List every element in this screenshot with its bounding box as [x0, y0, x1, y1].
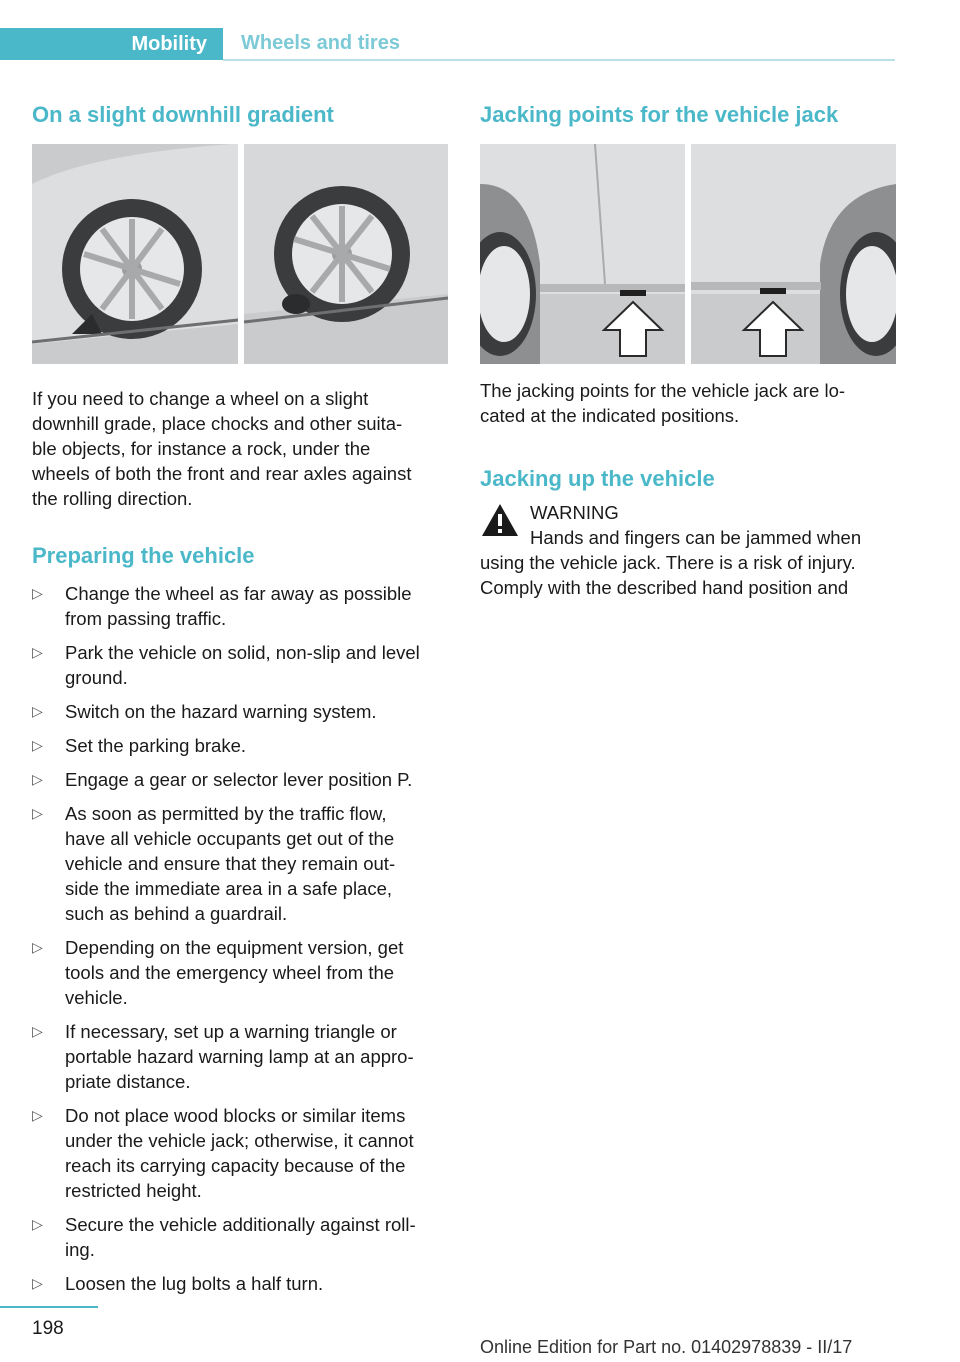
text-line: Comply with the described hand position and	[480, 577, 849, 598]
text-line: portable hazard warning lamp at an appro‐	[65, 1046, 414, 1067]
text-line: cated at the indicated positions.	[480, 405, 740, 426]
triangle-bullet-icon: ▷	[32, 1023, 43, 1039]
triangle-bullet-icon: ▷	[32, 737, 43, 753]
list-item	[32, 935, 450, 1010]
text-line: wheels of both the front and rear axles against	[32, 463, 412, 484]
text-line: ground.	[65, 667, 128, 688]
list-item	[32, 733, 450, 758]
jacking-points-paragraph	[480, 378, 898, 428]
page-number: 198	[32, 1318, 64, 1339]
list-item	[32, 1019, 450, 1094]
footer-rule	[0, 1306, 98, 1308]
text-line: using the vehicle jack. There is a risk of injury.	[480, 552, 856, 573]
text-line: Hands and fingers can be jammed when	[530, 527, 862, 548]
text-line: the rolling direction.	[32, 488, 193, 509]
triangle-bullet-icon: ▷	[32, 703, 43, 719]
text-line: such as behind a guardrail.	[65, 903, 288, 924]
jacking-up-heading: Jacking up the vehicle	[480, 466, 715, 491]
text-line: tools and the emergency wheel from the	[65, 962, 395, 983]
preparation-steps	[32, 581, 450, 1296]
text-line: Depending on the equipment version, get	[65, 937, 404, 958]
triangle-bullet-icon: ▷	[32, 1107, 43, 1123]
downhill-illustration	[32, 144, 448, 364]
text-line: from passing traffic.	[65, 608, 227, 629]
text-line: ble objects, for instance a rock, under the	[32, 438, 371, 459]
text-line: Engage a gear or selector lever position P.	[65, 769, 413, 790]
text-line: If necessary, set up a warning triangle or	[65, 1021, 397, 1042]
text-line: Loosen the lug bolts a half turn.	[65, 1273, 324, 1294]
list-item	[32, 801, 450, 926]
text-line: side the immediate area in a safe place,	[65, 878, 393, 899]
triangle-bullet-icon: ▷	[32, 644, 43, 660]
text-line: The jacking points for the vehicle jack are lo‐	[480, 380, 846, 401]
list-item	[32, 1212, 450, 1262]
text-line: Secure the vehicle additionally against roll‐	[65, 1214, 416, 1235]
text-line: priate distance.	[65, 1071, 191, 1092]
text-line: reach its carrying capacity because of the	[65, 1155, 406, 1176]
warning-triangle-icon	[480, 502, 520, 538]
text-line: downhill grade, place chocks and other suita‐	[32, 413, 403, 434]
list-item	[32, 640, 450, 690]
text-line: Park the vehicle on solid, non-slip and level	[65, 642, 420, 663]
triangle-bullet-icon: ▷	[32, 1275, 43, 1291]
text-line: As soon as permitted by the traffic flow,	[65, 803, 387, 824]
triangle-bullet-icon: ▷	[32, 771, 43, 787]
section-tab-mobility[interactable]: Mobility	[0, 28, 223, 60]
list-item	[32, 581, 450, 631]
edition-note: Online Edition for Part no. 01402978839 - II/17	[480, 1337, 853, 1357]
text-line: Do not place wood blocks or similar items	[65, 1105, 406, 1126]
text-line: vehicle and ensure that they remain out‐	[65, 853, 396, 874]
triangle-bullet-icon: ▷	[32, 1216, 43, 1232]
text-line: restricted height.	[65, 1180, 202, 1201]
list-item	[32, 699, 450, 724]
right-column	[480, 100, 898, 600]
jacking-points-heading: Jacking points for the vehicle jack	[480, 102, 839, 127]
warning-block	[480, 500, 898, 600]
downhill-heading: On a slight downhill gradient	[32, 102, 334, 127]
triangle-bullet-icon: ▷	[32, 805, 43, 821]
text-line: have all vehicle occupants get out of the	[65, 828, 395, 849]
page-header	[0, 28, 895, 60]
text-line: vehicle.	[65, 987, 128, 1008]
text-line: Set the parking brake.	[65, 735, 246, 756]
left-column	[32, 100, 450, 1305]
text-line: If you need to change a wheel on a slight	[32, 388, 369, 409]
section-tab-wheels-and-tires[interactable]: Wheels and tires	[241, 32, 400, 54]
text-line: Change the wheel as far away as possible	[65, 583, 412, 604]
list-item	[32, 1271, 450, 1296]
list-item	[32, 767, 450, 792]
triangle-bullet-icon: ▷	[32, 939, 43, 955]
warning-label: WARNING	[530, 502, 619, 523]
text-line: Switch on the hazard warning system.	[65, 701, 377, 722]
header-rule	[223, 59, 895, 61]
text-line: ing.	[65, 1239, 95, 1260]
jacking-points-illustration	[480, 144, 896, 364]
downhill-paragraph	[32, 386, 450, 511]
preparing-heading: Preparing the vehicle	[32, 543, 255, 568]
list-item	[32, 1103, 450, 1203]
triangle-bullet-icon: ▷	[32, 585, 43, 601]
text-line: under the vehicle jack; otherwise, it cannot	[65, 1130, 414, 1151]
